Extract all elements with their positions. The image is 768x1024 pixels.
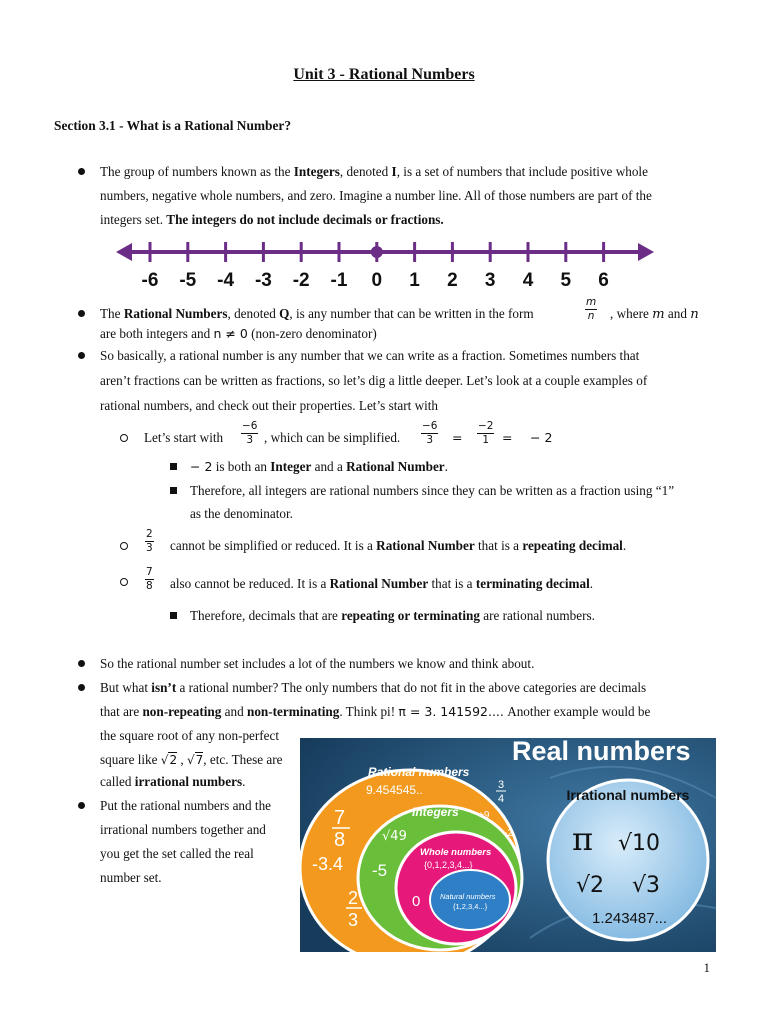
irrational-decimal: 1.243487... [592, 910, 668, 927]
tick-label: -5 [179, 270, 197, 291]
sqrt-7: √7 [186, 753, 204, 767]
rational-frac3-den: 4 [498, 793, 505, 805]
integers-pos: +9 [478, 810, 490, 821]
arrow-left-icon [116, 243, 132, 261]
text: are rational numbers. [479, 608, 595, 623]
term-rational-numbers: Rational Numbers [123, 306, 228, 321]
math-pi-value: π = 3. 141592.... [398, 704, 504, 719]
fraction-neg2-over-1 [477, 420, 494, 447]
irrational-pi: π [572, 820, 594, 858]
tick-label: 6 [598, 270, 609, 291]
numerator: m [586, 296, 597, 308]
text: and [221, 704, 247, 719]
sub1-text2: , which can be simplified. [264, 430, 401, 445]
tick-label: -4 [217, 270, 235, 291]
text: that is a [474, 538, 523, 553]
fraction-neg6-over-3-b [421, 420, 438, 447]
sub-bullet-circle [120, 542, 128, 550]
numerator: −6 [242, 420, 258, 432]
natural-set-values: {1,2,3,4...} [453, 902, 488, 911]
arrow-right-icon [638, 243, 654, 261]
term-non-repeating: non-repeating [142, 704, 222, 719]
radicand: 7 [195, 753, 204, 767]
irrational-label: Irrational numbers [566, 787, 690, 803]
real-numbers-diagram [300, 738, 716, 952]
radicand: 10 [632, 831, 661, 856]
text: . [589, 576, 594, 591]
math-neg2: − 2 [190, 459, 213, 474]
rational-frac3-num: 3 [498, 779, 505, 791]
page-title: Unit 3 - Rational Numbers [293, 66, 475, 83]
text: that are [100, 704, 143, 719]
rational-decimal: 9.454545.. [366, 783, 423, 797]
denominator: 1 [482, 434, 490, 446]
sub3a-text [190, 604, 595, 628]
sub1a-text [190, 455, 448, 479]
sub3-text [170, 572, 593, 596]
numerator: −2 [478, 420, 494, 432]
integers-neg5: -5 [372, 861, 388, 880]
text: But what [100, 680, 152, 695]
p5-line5 [100, 770, 245, 794]
p5-line2 [100, 700, 650, 724]
math-n-neq-0: n ≠ 0 [213, 326, 248, 341]
p5-line1 [100, 676, 646, 700]
rational-neg: -3.4 [312, 854, 344, 874]
text: is both an [212, 459, 271, 474]
symbol-q: Q [279, 306, 290, 321]
rational-label: Rational numbers [368, 765, 470, 779]
section-heading: Section 3.1 - What is a Rational Number? [54, 118, 292, 133]
term-integers: Integers [293, 164, 340, 179]
square-bullet [170, 612, 177, 619]
tick-label: 0 [371, 270, 383, 291]
p5-line3: the square root of any non-perfect [100, 728, 280, 743]
irrational-sqrt3: √3 [632, 873, 661, 898]
text: also cannot be reduced. It is a [170, 576, 330, 591]
fraction-2-over-3 [145, 528, 154, 555]
text: , is any number that can be written in the form [289, 306, 534, 321]
p1-line1 [100, 160, 648, 184]
sub2-text [170, 534, 626, 558]
tick-label: 4 [522, 270, 534, 291]
numerator: −6 [422, 420, 438, 432]
equals-sign: = [452, 430, 463, 445]
whole-set-values: {0,1,2,3,4...} [424, 860, 473, 870]
text: square like [100, 752, 161, 767]
text: . [242, 774, 246, 789]
tick-label: 3 [484, 270, 496, 291]
sub1b-line1: Therefore, all integers are rational numbers since they can be written as a fraction using “1” [190, 483, 675, 498]
p1-line3 [100, 208, 444, 232]
fraction-7-over-8 [145, 566, 154, 593]
natural-label: Natural numbers [440, 892, 496, 901]
text: , [177, 752, 187, 767]
tick-label: 2 [447, 270, 458, 291]
whole-zero: 0 [412, 893, 421, 910]
tick-label: 5 [560, 270, 572, 291]
term-rational-number: Rational Number [376, 538, 475, 553]
p6-line4: number set. [100, 870, 162, 885]
sub-bullet-circle [120, 434, 128, 442]
radicand: 49 [390, 829, 407, 844]
irrational-sqrt2: √2 [576, 873, 605, 898]
integers-neg2: -2 [504, 828, 513, 839]
fraction-m-over-n [585, 296, 597, 323]
text: cannot be simplified or reduced. It is a [170, 538, 377, 553]
term-repeating-decimal: repeating decimal [522, 538, 623, 553]
rational-frac2-num: 2 [348, 888, 359, 908]
square-bullet [170, 463, 177, 470]
whole-label: Whole numbers [420, 847, 492, 858]
sub-bullet-circle [120, 578, 128, 586]
text: (non-zero denominator) [247, 326, 377, 341]
term-terminating-decimal: terminating decimal [475, 576, 590, 591]
text: integers set. [100, 212, 167, 227]
p6-line1: Put the rational numbers and the [100, 798, 272, 813]
p2-line1-end [610, 302, 699, 327]
symbol-i: I [391, 164, 397, 179]
text: are both integers and [100, 326, 214, 341]
tick-label: -6 [141, 270, 159, 291]
text: a rational number? The only numbers that do not fit in the above categories are decimals [176, 680, 647, 695]
bullet-dot [78, 660, 85, 667]
text: The group of numbers known as the [100, 164, 294, 179]
text: , where [610, 306, 653, 321]
denominator: 3 [246, 434, 254, 446]
integers-label: Integers [412, 805, 459, 819]
sqrt-2: √2 [160, 753, 178, 767]
var-n: n [690, 307, 699, 322]
text: and [664, 306, 691, 321]
integers-note: The integers do not include decimals or fractions. [166, 212, 444, 227]
term-rational-number: Rational Number [346, 459, 445, 474]
p3-line3: rational numbers, and check out their properties. Let’s start with [100, 398, 439, 413]
denominator: 3 [146, 542, 153, 554]
p5-line4 [100, 748, 282, 772]
denominator: 3 [426, 434, 434, 446]
numerator: 7 [146, 566, 153, 578]
text: . [444, 459, 448, 474]
text: . Think pi! [339, 704, 399, 719]
bullet-dot [78, 802, 85, 809]
p6-line3: you get the set called the real [100, 846, 254, 861]
term-irrational-numbers: irrational numbers [134, 774, 243, 789]
diagram-title: Real numbers [512, 738, 691, 766]
rational-frac2-den: 3 [348, 910, 359, 930]
radicand: 2 [169, 753, 178, 767]
sub1-text: Let’s start with [144, 430, 224, 445]
text: , etc. These are [203, 752, 283, 767]
p1-line2: numbers, negative whole numbers, and zero. Imagine a number line. All of those numbers are part of the [100, 188, 652, 203]
tick-label: -1 [330, 270, 348, 291]
text: , denoted [227, 306, 280, 321]
text: and a [311, 459, 347, 474]
equals-sign: = [502, 430, 513, 445]
text: called [100, 774, 135, 789]
page-number: 1 [703, 960, 710, 975]
text: Therefore, decimals that are [190, 608, 342, 623]
numerator: 2 [146, 528, 153, 540]
tick-label: -3 [254, 270, 272, 291]
p3-line2: aren’t fractions can be written as fractions, so let’s dig a little deeper. Let’s look at a couple examples of [100, 373, 648, 388]
bullet-dot [78, 684, 85, 691]
p4-text: So the rational number set includes a lot of the numbers we know and think about. [100, 656, 535, 671]
text: , is a set of numbers that include positive whole [396, 164, 648, 179]
term-isnt: isn’t [151, 680, 177, 695]
rational-frac-num: 7 [334, 807, 346, 829]
text: that is a [428, 576, 476, 591]
denominator: 8 [146, 580, 153, 592]
term-non-terminating: non-terminating [247, 704, 340, 719]
term-rational-number: Rational Number [329, 576, 429, 591]
tick-label: 1 [409, 270, 420, 291]
text: . [622, 538, 627, 553]
term-integer: Integer [270, 459, 312, 474]
var-m: m [652, 307, 665, 322]
fraction-neg6-over-3 [241, 420, 258, 447]
bullet-dot [78, 352, 85, 359]
term-repeating-or-terminating: repeating or terminating [341, 608, 480, 623]
origin-point [371, 246, 383, 258]
p2-line2 [100, 322, 377, 346]
rational-frac-den: 8 [334, 829, 346, 851]
bullet-dot [78, 168, 85, 175]
sub1b-line2: as the denominator. [190, 506, 293, 521]
number-line [112, 236, 658, 294]
p6-line2: irrational numbers together and [100, 822, 266, 837]
integers-sqrt: √49 [382, 829, 407, 844]
denominator: n [587, 310, 595, 322]
bullet-dot [78, 310, 85, 317]
text: , denoted [339, 164, 392, 179]
p3-line1: So basically, a rational number is any number that we can write as a fraction. Sometimes numbers that [100, 348, 640, 363]
result-neg2: − 2 [530, 430, 553, 445]
text: The [100, 306, 124, 321]
radicand: 2 [590, 873, 605, 898]
text: Another example would be [503, 704, 651, 719]
radicand: 3 [646, 873, 661, 898]
tick-label: -2 [292, 270, 310, 291]
square-bullet [170, 487, 177, 494]
irrational-sqrt10: √10 [618, 831, 661, 856]
